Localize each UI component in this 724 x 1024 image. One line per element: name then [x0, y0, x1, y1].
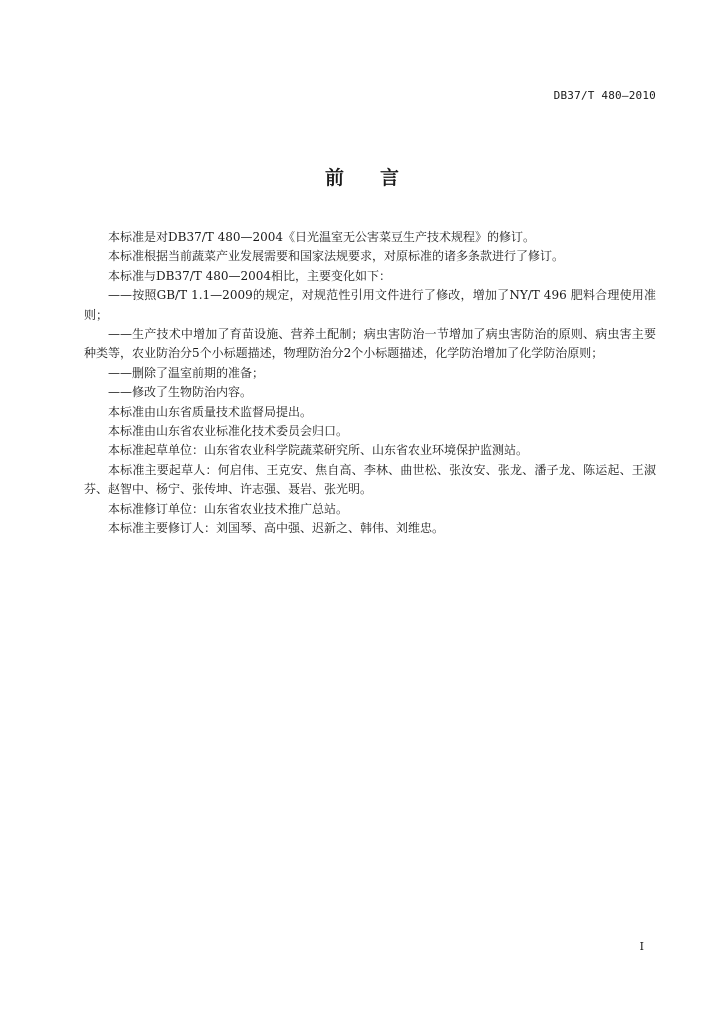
- paragraph-committee: 本标准由山东省农业标准化技术委员会归口。: [108, 424, 349, 439]
- paragraph-drafters: 本标准主要起草人：何启伟、王克安、焦自高、李林、曲世松、张汝安、张龙、潘子龙、陈运起、王淑芬、赵智中、杨宁、张传坤、许志强、聂岩、张光明。: [84, 462, 656, 497]
- paragraph-revisers: 本标准主要修订人：刘国琴、高中强、迟新之、韩伟、刘维忠。: [108, 521, 445, 536]
- paragraph-changes-intro: 本标准与DB37/T 480—2004相比，主要变化如下：: [108, 268, 392, 283]
- paragraph-revision: 本标准是对DB37/T 480—2004《日光温室无公害菜豆生产技术规程》的修订。: [108, 230, 536, 244]
- paragraph-basis: 本标准根据当前蔬菜产业发展需要和国家法规要求，对原标准的诸多条款进行了修订。: [108, 249, 565, 264]
- preface-body: [84, 228, 656, 539]
- paragraph-change-biocontrol: ——修改了生物防治内容。: [108, 385, 253, 400]
- page-title: 前言: [324, 167, 435, 189]
- document-code: DB37/T 480—2010: [553, 89, 656, 102]
- paragraph-change-removed: ——删除了温室前期的准备；: [108, 365, 265, 380]
- page-number: I: [639, 940, 644, 953]
- paragraph-drafting-units: 本标准起草单位：山东省农业科学院蔬菜研究所、山东省农业环境保护监测站。: [108, 443, 529, 458]
- paragraph-change-references: ——按照GB/T 1.1—2009的规定，对规范性引用文件进行了修改，增加了NY/T 496 肥料合理使用准则；: [84, 288, 656, 322]
- paragraph-change-techniques: ——生产技术中增加了育苗设施、营养土配制；病虫害防治一节增加了病虫害防治的原则、病虫害主要种类等，农业防治分5个小标题描述，物理防治分2个小标题描述，化学防治增加了化学防治原则；: [84, 327, 656, 361]
- paragraph-proposer: 本标准由山东省质量技术监督局提出。: [108, 404, 313, 419]
- paragraph-revision-unit: 本标准修订单位：山东省农业技术推广总站。: [108, 501, 349, 516]
